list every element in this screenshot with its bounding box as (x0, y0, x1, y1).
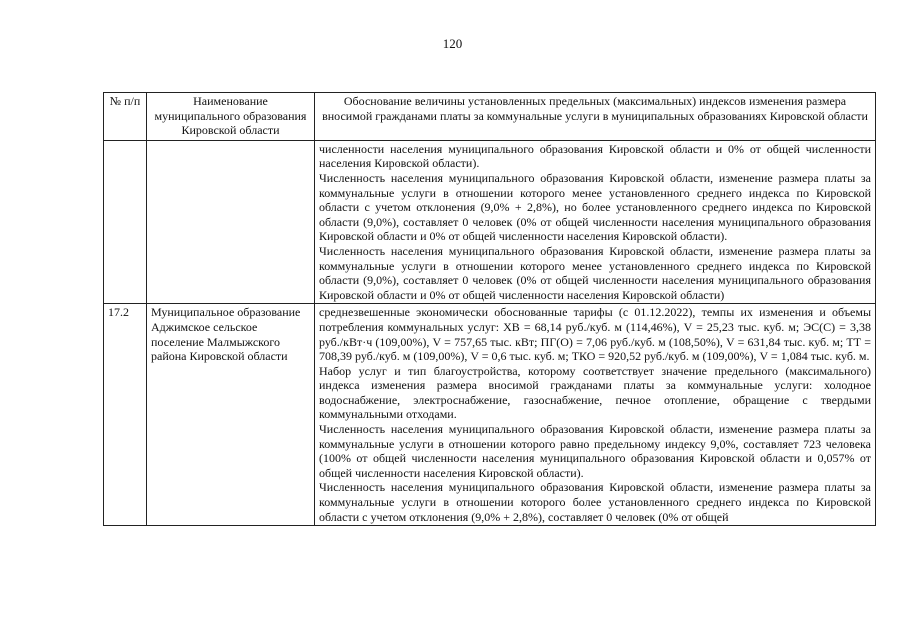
justification-paragraph: численности населения муниципального образования Кировской области и 0% от общей численности населения Кировской области). (319, 141, 871, 171)
table-row (104, 304, 876, 526)
justification-paragraph: Численность населения муниципального образования Кировской области, изменение размера платы за коммунальные услуги в отношении которого равно предельному индексу 9,0%, составляет 723 человека (100% от общей численности населения муниципального образования Кировской области и 0,057% от общей численности населения Кировской области). (319, 422, 871, 480)
row-number: 17.2 (104, 304, 147, 526)
justification-paragraph: Набор услуг и тип благоустройства, которому соответствует значение предельного (максимального) индекса изменения размера вносимой гражданами платы за коммунальные услуги: холодное водоснабжение, электроснабжение, газоснабжение, печное отопление, обращение с твердыми коммунальными отходами. (319, 363, 871, 422)
table-header-row (104, 93, 876, 141)
justification-paragraph: среднезвешенные экономически обоснованные тарифы (с 01.12.2022), темпы их изменения и объемы потребления коммунальных услуг: ХВ = 68,14 руб./куб. м (114,46%), V = 25,23 тыс. куб. м; ЭС(С) = 3,38 руб./кВт·ч (109,00%), V = 757,65 тыс. кВт; ПГ(О) = 7,06 руб./куб. м (108,50%), V = 631,84 тыс. куб. м; ТТ = 708,39 руб./куб. м (109,00%), V = 0,6 тыс. куб. м; ТКО = 920,52 руб./куб. м (109,00%), V = 1,084 тыс. куб. м. (319, 305, 871, 364)
row-justification (315, 140, 876, 304)
row-municipality-name: Муниципальное образование Аджимское сельское поселение Малмыжского района Кировской области (147, 304, 315, 526)
justification-paragraph: Численность населения муниципального образования Кировской области, изменение размера платы за коммунальные услуги в отношении которого менее установленного среднего индекса по Кировской области (9,0%), составляет 0 человек (0% от общей численности населения муниципального образования Кировской области и 0% от общей численности населения Кировской области) (319, 243, 871, 302)
justification-paragraph: Численность населения муниципального образования Кировской области, изменение размера платы за коммунальные услуги в отношении которого более установленного среднего индекса по Кировской области с учетом отклонения (9,0% + 2,8%), составляет 0 человек (0% от общей (319, 480, 871, 524)
header-number: № п/п (104, 93, 147, 141)
row-number (104, 140, 147, 304)
row-municipality-name (147, 140, 315, 304)
page-number: 120 (442, 36, 463, 51)
row-justification (315, 304, 876, 526)
tariff-index-table (103, 92, 876, 526)
header-justification: Обоснование величины установленных предельных (максимальных) индексов изменения размера вносимой гражданами платы за коммунальные услуги в муниципальных образованиях Кировской области (315, 93, 876, 141)
justification-paragraph: Численность населения муниципального образования Кировской области, изменение размера платы за коммунальные услуги в отношении которого менее установленного среднего индекса по Кировской области с учетом отклонения (9,0% + 2,8%), но более установленного среднего индекса по Кировской области (9,0%), составляет 0 человек (0% от общей численности населения муниципального образования Кировской области и 0% от общей численности населения Кировской области). (319, 170, 871, 244)
table-row (104, 140, 876, 304)
header-municipality-name: Наименование муниципального образования Кировской области (147, 93, 315, 141)
